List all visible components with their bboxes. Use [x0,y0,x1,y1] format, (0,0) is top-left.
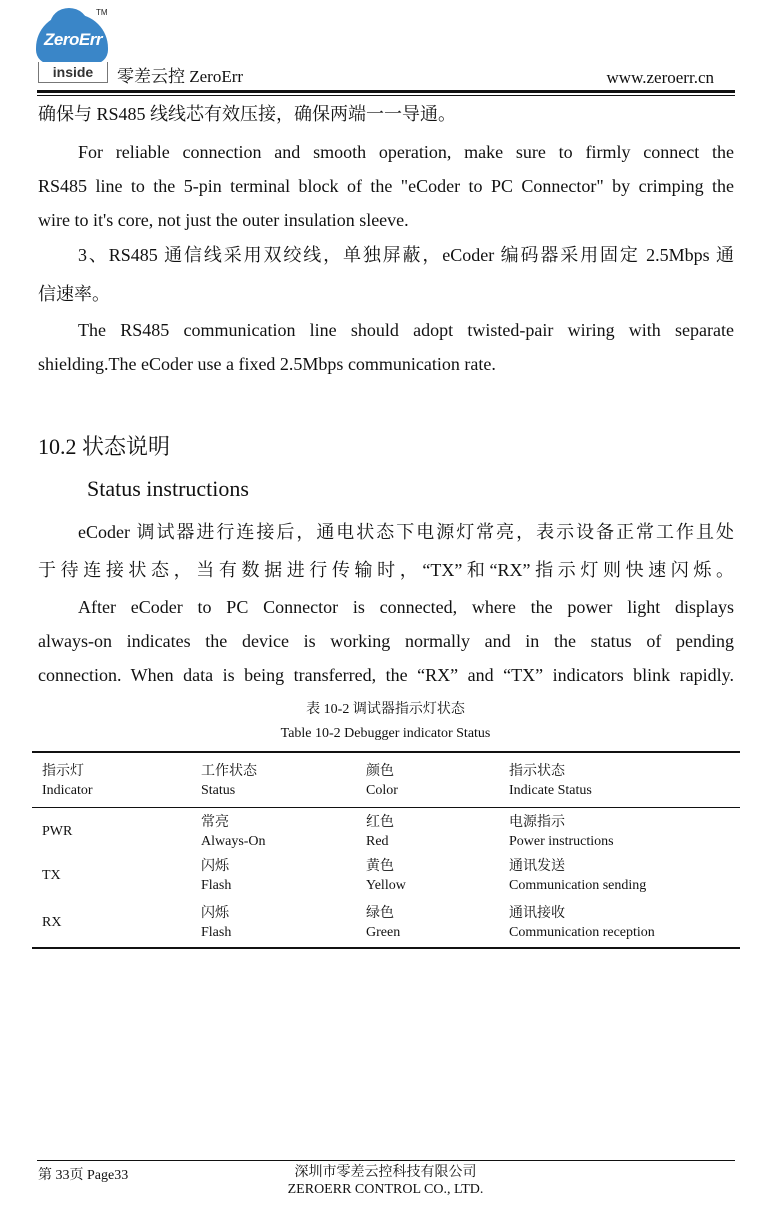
color-cell [366,813,394,851]
header-en: Status [201,783,236,798]
footer-company [0,1164,771,1198]
zeroerr-logo [36,8,110,84]
paragraph-line: connection. When data is being transferred, the “RX” and “TX” indicators blink rapidly. [38,665,734,685]
logo-text: ZeroErr [44,30,102,49]
header-rule [37,90,735,93]
header-cn: 指示状态 [509,764,565,779]
paragraph-line: 3、RS485 通信线采用双绞线，单独屏蔽，eCoder 编码器采用固定 2.5Mbps 通 [78,245,734,265]
section-heading-en: Status instructions [87,476,249,501]
indicate-en: Communication reception [509,925,655,940]
color-cn: 绿色 [366,906,394,921]
footer-company-en: ZEROERR CONTROL CO., LTD. [287,1182,484,1197]
paragraph-line: After eCoder to PC Connector is connected, where the power light displays [78,597,734,617]
indicate-en: Communication sending [509,878,647,893]
status-cn: 闪烁 [201,859,229,874]
color-cell [366,904,400,942]
header-cn: 颜色 [366,764,394,779]
header-cn: 指示灯 [42,764,84,779]
indicator-name: PWR [42,824,73,839]
footer-page-number: 第 33页 Page33 [38,1168,129,1183]
table-bottom-rule [32,947,740,949]
color-en: Yellow [366,878,406,893]
indicator-name: RX [42,915,62,930]
status-cn: 常亮 [201,815,229,830]
header-url: www.zeroerr.cn [606,68,714,87]
table-header-rule [32,807,740,808]
paragraph-line: always-on indicates the device is working normally and in the status of pending [38,631,734,651]
paragraph-line: wire to it's core, not just the outer insulation sleeve. [38,210,409,230]
table-header-cell [201,762,257,800]
status-cell [201,813,266,851]
indicate-en: Power instructions [509,834,614,849]
color-en: Red [366,834,389,849]
footer-company-cn: 深圳市零差云控科技有限公司 [294,1165,477,1180]
paragraph-line: 于待连接状态，当有数据进行传输时，“TX”和“RX”指示灯则快速闪烁。 [38,560,735,580]
header-en: Indicator [42,783,93,798]
header-rule-thin [37,95,735,96]
color-en: Green [366,925,401,940]
paragraph-line: 信速率。 [38,284,110,304]
status-en: Always-On [201,834,266,849]
header-en: Color [366,783,398,798]
status-en: Flash [201,878,232,893]
paragraph-line: shielding.The eCoder use a fixed 2.5Mbps communication rate. [38,354,496,374]
table-caption-cn: 表 10-2 调试器指示灯状态 [306,702,465,717]
indicate-cell [509,857,646,895]
logo-inside-label: inside [38,62,108,83]
header-en: Indicate Status [509,783,592,798]
indicator-name: TX [42,868,61,883]
paragraph-crimp-cn: 确保与 RS485 线线芯有效压接，确保两端一一导通。 [38,104,457,124]
logo-trademark: TM [96,8,108,17]
table-header-cell [509,762,592,800]
paragraph-line: The RS485 communication line should adopt twisted-pair wiring with separate [78,320,734,340]
color-cn: 红色 [366,815,394,830]
indicate-cn: 通讯发送 [509,859,565,874]
table-top-rule [32,751,740,753]
indicate-cn: 电源指示 [509,815,565,830]
paragraph-line: RS485 line to the 5-pin terminal block of the "eCoder to PC Connector" by crimping the [38,176,734,196]
header-company: 零差云控 ZeroErr [117,67,244,86]
status-cell [201,857,231,895]
table-caption-en: Table 10-2 Debugger indicator Status [280,726,491,741]
status-en: Flash [201,925,232,940]
status-cn: 闪烁 [201,906,229,921]
status-cell [201,904,231,942]
color-cn: 黄色 [366,859,394,874]
table-header-cell [42,762,93,800]
paragraph-line: For reliable connection and smooth operation, make sure to firmly connect the [78,142,734,162]
section-heading-cn: 10.2 状态说明 [38,434,171,459]
color-cell [366,857,406,895]
indicate-cell [509,904,655,942]
indicate-cn: 通讯接收 [509,906,565,921]
header-cn: 工作状态 [201,764,257,779]
table-header-cell [366,762,398,800]
paragraph-line: eCoder 调试器进行连接后，通电状态下电源灯常亮，表示设备正常工作且处 [78,522,734,542]
indicate-cell [509,813,614,851]
footer-rule [37,1160,735,1161]
